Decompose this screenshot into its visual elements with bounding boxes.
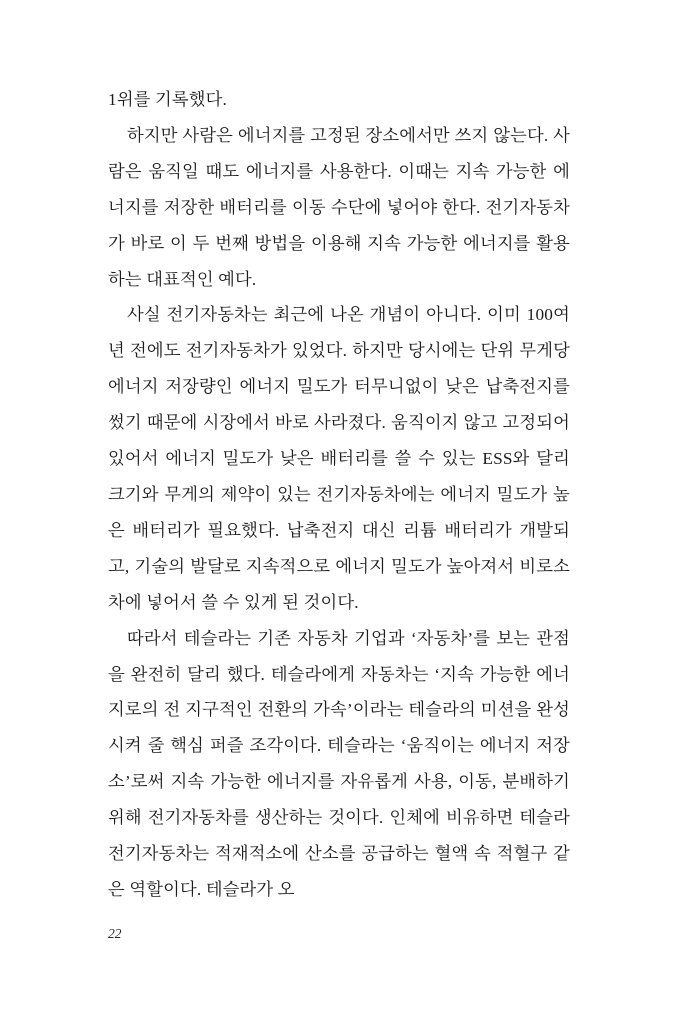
paragraph-2: 하지만 사람은 에너지를 고정된 장소에서만 쓰지 않는다. 사람은 움직일 때도 에너지를 사용한다. 이때는 지속 가능한 에너지를 저장한 배터리를 이동 수단에 넣어야 한다. 전기자동차가 바로 이 두 번째 방법을 이용해 지속 가능한 에너지를 활용하는 대표적인 예다. (108, 125, 570, 289)
paragraph-4: 따라서 테슬라는 기존 자동차 기업과 ‘자동차’를 보는 관점을 완전히 달리 했다. 테슬라에게 자동차는 ‘지속 가능한 에너지로의 전 지구적인 전환의 가속’이라는 테슬라의 미션을 완성시켜 줄 핵심 퍼즐 조각이다. 테슬라는 ‘움직이는 에너지 저장소’로써 지속 가능한 에너지를 자유롭게 사용, 이동, 분배하기 위해 전기자동차를 생산하는 것이다. 인체에 비유하면 테슬라 전기자동차는 적재적소에 산소를 공급하는 혈액 속 적혈구 같은 역할이다. 테슬라가 오 (108, 628, 570, 899)
body-text-column (108, 82, 570, 908)
paragraph-1: 1위를 기록했다. (108, 90, 228, 109)
page-number: 22 (108, 926, 122, 941)
paragraph-3: 사실 전기자동차는 최근에 나온 개념이 아니다. 이미 100여 년 전에도 전기자동차가 있었다. 하지만 당시에는 단위 무게당 에너지 저장량인 에너지 밀도가 터무니없이 낮은 납축전지를 썼기 때문에 시장에서 바로 사라졌다. 움직이지 않고 고정되어 있어서 에너지 밀도가 낮은 배터리를 쓸 수 있는 ESS와 달리 크기와 무게의 제약이 있는 전기자동차에는 에너지 밀도가 높은 배터리가 필요했다. 납축전지 대신 리튬 배터리가 개발되고, 기술의 발달로 지속적으로 에너지 밀도가 높아져서 비로소 차에 넣어서 쓸 수 있게 된 것이다. (108, 305, 570, 612)
